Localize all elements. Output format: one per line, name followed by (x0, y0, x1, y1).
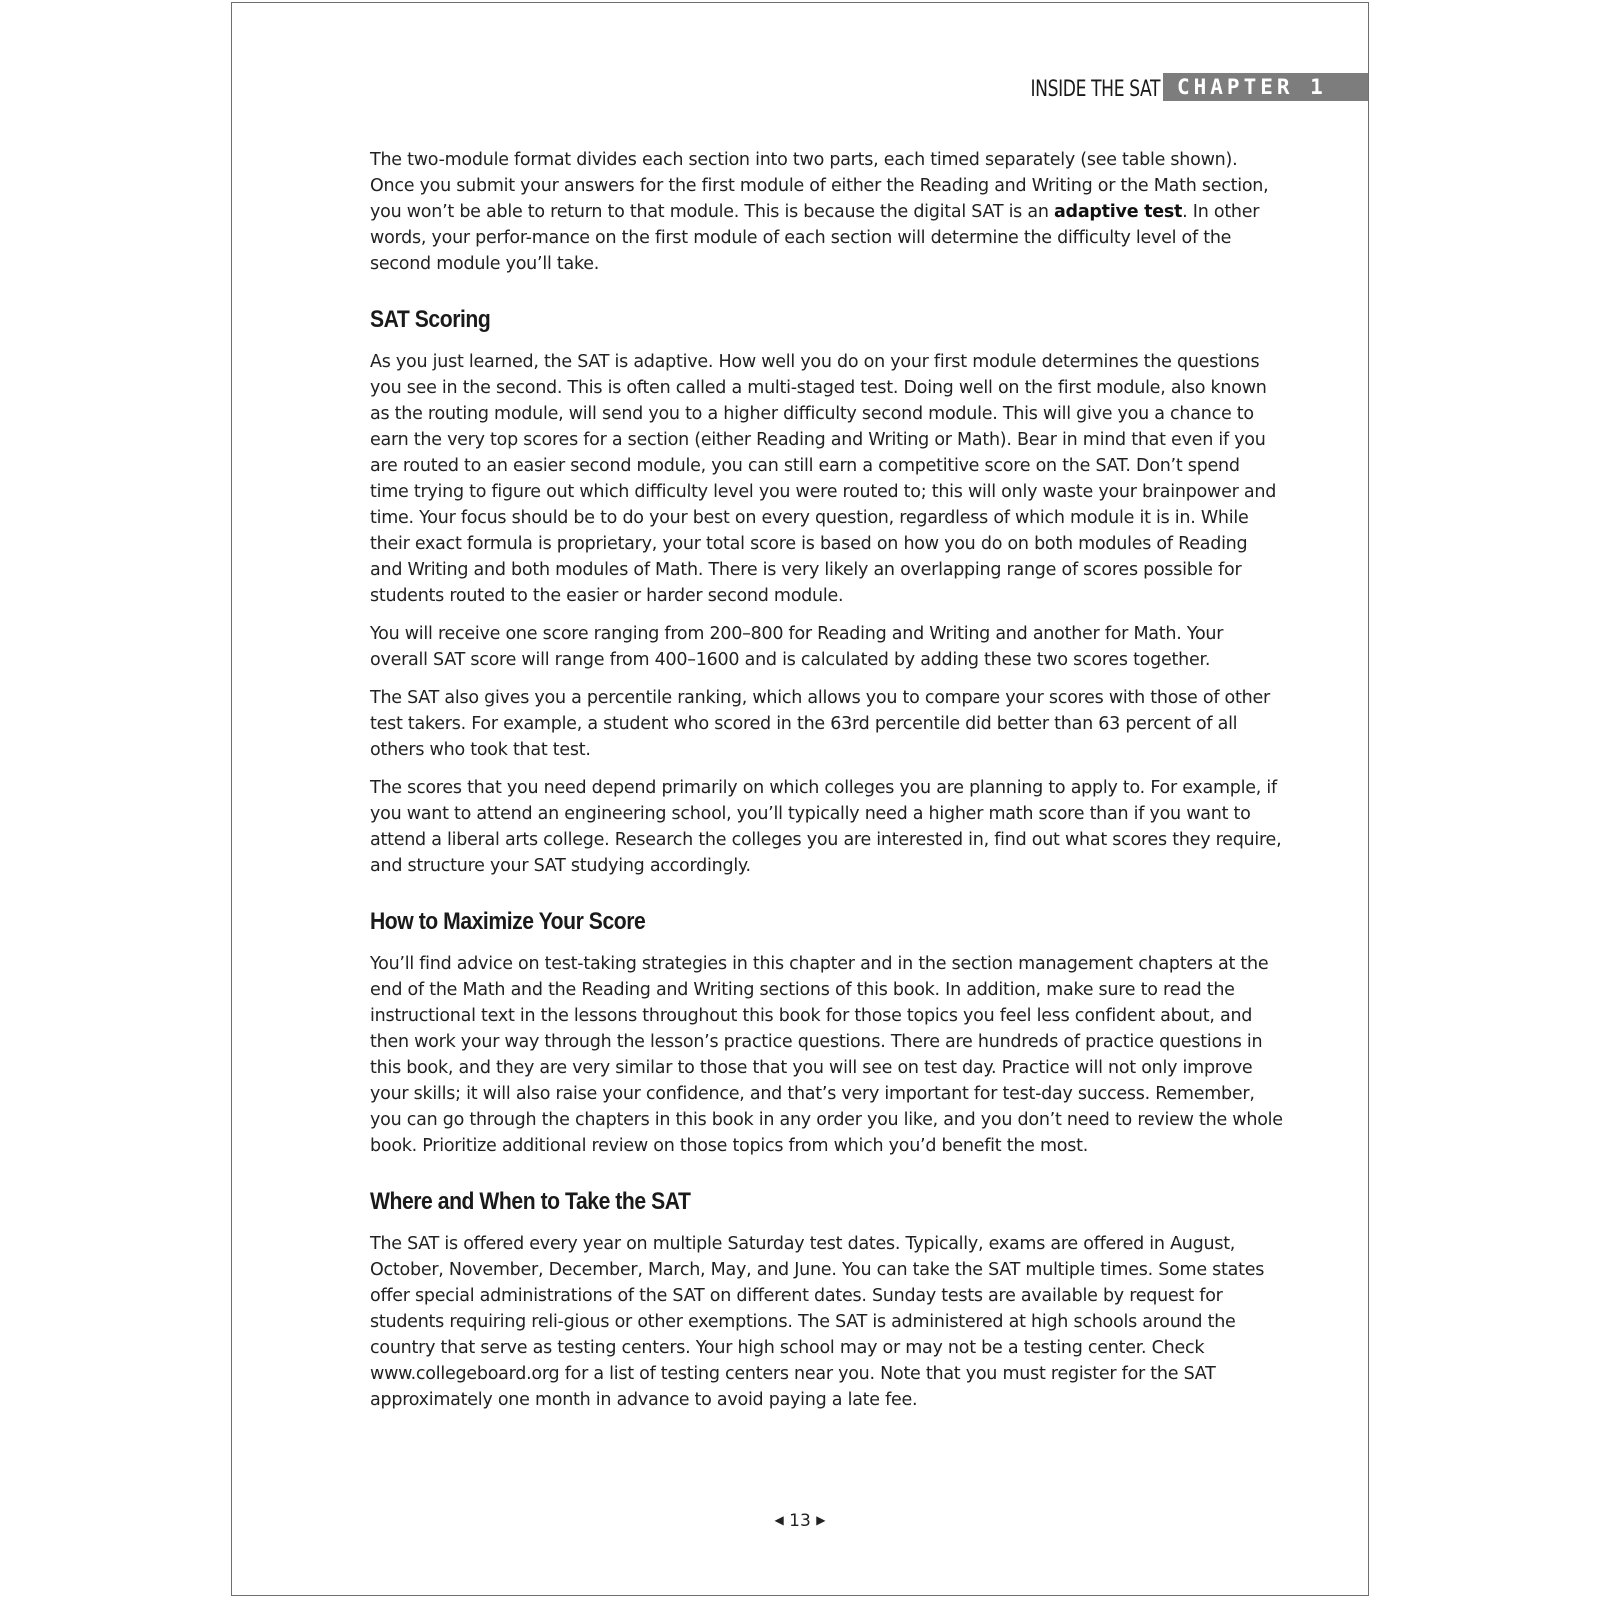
next-page-arrow-icon: ▶ (816, 1513, 826, 1527)
running-title: INSIDE THE SAT (1030, 77, 1160, 102)
chapter-tab: CHAPTER 1 (1163, 73, 1368, 101)
page-content (370, 147, 1283, 1425)
intro-text-start: The two-module format divides each section into two parts, each timed separately (see table shown). Once you submit your answers for the first module of either the Reading and Writing or the Math section, you won’t be able to return to that module. This is because the digital SAT is an (370, 150, 1269, 222)
section-heading-sat-scoring: SAT Scoring (370, 306, 491, 333)
maximize-paragraph-1: You’ll find advice on test-taking strategies in this chapter and in the section management chapters at the end of the Math and the Reading and Writing sections of this book. In addition, make sure to read the instructional text in the lessons throughout this book for those topics you feel less confident about, and then work your way through the lesson’s practice questions. There are hundreds of practice questions in this book, and they are very similar to those that you will see on test day. Practice will not only improve your skills; it will also raise your confidence, and that’s very important for test-day success. Remember, you can go through the chapters in this book in any order you like, and you don’t need to review the whole book. Prioritize additional review on those topics from which you’d benefit the most. (370, 954, 1283, 1156)
scoring-paragraph-2: You will receive one score ranging from 200–800 for Reading and Writing and another for Math. Your overall SAT score will range from 400–1600 and is calculated by adding these two scores together. (370, 624, 1224, 670)
where-when-paragraph-1: The SAT is offered every year on multiple Saturday test dates. Typically, exams are offered in August, October, November, December, March, May, and June. You can take the SAT multiple times. Some states offer special administrations of the SAT on different dates. Sunday tests are available by request for students requiring reli-gious or other exemptions. The SAT is administered at high schools around the country that serve as testing centers. Your high school may or may not be a testing center. Check www.collegeboard.org for a list of testing centers near you. Note that you must register for the SAT approximately one month in advance to avoid paying a late fee. (370, 1234, 1265, 1410)
page-number: 13 (789, 1511, 811, 1531)
intro-paragraph (370, 147, 1283, 277)
adaptive-test-term: adaptive test (1054, 202, 1183, 222)
running-header (993, 73, 1368, 101)
prev-page-arrow-icon: ◀ (774, 1513, 784, 1527)
section-heading-where-when: Where and When to Take the SAT (370, 1188, 691, 1215)
page-footer (232, 1511, 1368, 1531)
scoring-paragraph-1: As you just learned, the SAT is adaptive. How well you do on your first module determines the questions you see in the second. This is often called a multi-staged test. Doing well on the first module, also known as the routing module, will send you to a higher difficulty second module. This will give you a chance to earn the very top scores for a section (either Reading and Writing or Math). Bear in mind that even if you are routed to an easier second module, you can still earn a competitive score on the SAT. Don’t spend time trying to figure out which difficulty level you were routed to; this will only waste your brainpower and time. Your focus should be to do your best on every question, regardless of which module it is in. While their exact formula is proprietary, your total score is based on how you do on both modules of Reading and Writing and both modules of Math. There is very likely an overlapping range of scores possible for students routed to the easier or harder second module. (370, 352, 1277, 606)
section-heading-maximize-score: How to Maximize Your Score (370, 908, 646, 935)
scoring-paragraph-3: The SAT also gives you a percentile ranking, which allows you to compare your scores with those of other test takers. For example, a student who scored in the 63rd percentile did better than 63 percent of all others who took that test. (370, 688, 1270, 760)
scoring-paragraph-4: The scores that you need depend primarily on which colleges you are planning to apply to. For example, if you want to attend an engineering school, you’ll typically need a higher math score than if you want to attend a liberal arts college. Research the colleges you are interested in, find out what scores they require, and structure your SAT studying accordingly. (370, 778, 1282, 876)
book-page (231, 2, 1369, 1596)
intro-text-end: . In other words, your perfor-mance on the first module of each section will determine the difficulty level of the second module you’ll take. (370, 202, 1260, 274)
